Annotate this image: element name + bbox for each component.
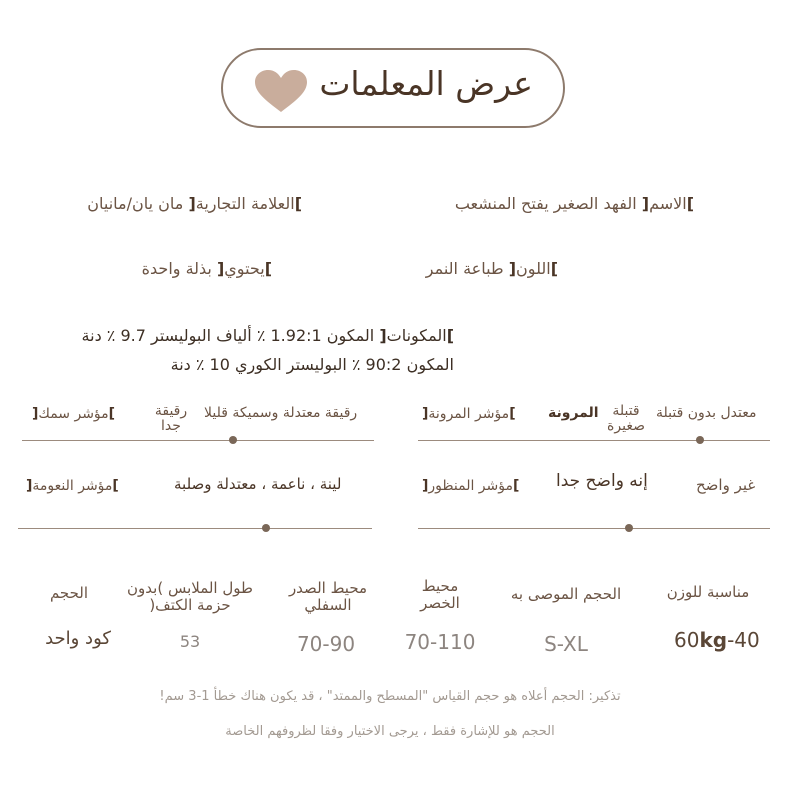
header-weight: مناسبة للوزن: [666, 583, 750, 601]
elasticity-option-moderate: معتدل بدون قتبلة: [656, 405, 757, 421]
softness-label: ]مؤشر النعومة[: [26, 478, 119, 494]
field-name: ]الاسم[ الفهد الصغير يفتح المنشعب: [454, 194, 694, 213]
field-contains-value: بذلة واحدة: [141, 259, 212, 278]
header-waist: محيط الخصر: [420, 577, 460, 612]
header-recommended-size: الحجم الموصى به: [510, 585, 622, 603]
value-waist: 70-110: [404, 630, 476, 654]
thickness-option-moderate: رقيقة معتدلة وسميكة قليلا: [204, 405, 358, 421]
elasticity-scale: [418, 440, 770, 441]
softness-option: لينة ، ناعمة ، معتدلة وصلبة: [174, 475, 342, 493]
field-name-value: الفهد الصغير يفتح المنشعب: [454, 194, 637, 213]
note-reminder: تذكير: الحجم أعلاه هو حجم القياس "المسطح والممتد" ، قد يكون هناك خطأ 1-3 سم!: [159, 689, 621, 704]
note-reference: الحجم هو للإشارة فقط ، يرجى الاختيار وفقا لظروفهم الخاصة: [225, 724, 555, 739]
ingredients-line-1: ]المكونات[ المكون 1.92:1 ٪ ألياف البوليستر 9.7 ٪ دنة: [81, 326, 454, 345]
field-brand-label: العلامة التجارية: [195, 194, 295, 213]
field-color: ]اللون[ طباعة النمر: [425, 259, 558, 278]
elasticity-option-small: قتبلة صغيرة: [607, 403, 645, 434]
field-color-label: اللون: [516, 259, 551, 278]
ingredients-label: المكونات: [386, 326, 447, 345]
visibility-option-very-clear: إنه واضح جدا: [556, 471, 648, 491]
header-length: طول الملابس )بدون حزمة الكتف(: [127, 579, 253, 614]
thickness-option-thin: رقيقة جدا: [154, 403, 188, 434]
value-recommended-size: S-XL: [544, 632, 588, 656]
page-title: عرض المعلمات: [319, 64, 533, 103]
ingredients-line-2: المكون 90:2 ٪ البوليستر الكوري 10 ٪ دنة: [170, 355, 454, 374]
header-chest: محيط الصدر السفلي: [288, 579, 368, 614]
field-color-value: طباعة النمر: [425, 259, 504, 278]
value-length: 53: [179, 632, 201, 651]
elasticity-option-elastic: المرونة: [548, 405, 599, 421]
value-size: كود واحد: [45, 628, 111, 649]
title-banner: [221, 48, 565, 128]
field-contains-label: يحتوي: [224, 259, 265, 278]
ingredients-value-1: المكون 1.92:1 ٪ ألياف البوليستر 9.7 ٪ دنة: [81, 326, 375, 345]
header-size: الحجم: [49, 584, 89, 602]
visibility-scale: [418, 528, 770, 529]
value-weight: 60kg-40: [674, 628, 760, 652]
visibility-marker: [625, 524, 633, 532]
visibility-label: ]مؤشر المنظور[: [422, 478, 520, 494]
field-contains: ]يحتوي[ بذلة واحدة: [141, 259, 272, 278]
value-chest: 70-90: [296, 632, 356, 656]
elasticity-label: ]مؤشر المرونة[: [422, 406, 516, 422]
thickness-label: ]مؤشر سمك[: [32, 406, 116, 422]
heart-icon: [255, 70, 307, 114]
field-name-label: الاسم: [649, 194, 687, 213]
field-brand: ]العلامة التجارية[ مان يان/مانيان: [87, 194, 302, 213]
softness-marker: [262, 524, 270, 532]
elasticity-marker: [696, 436, 704, 444]
visibility-option-unclear: غير واضح: [696, 476, 756, 494]
softness-scale: [18, 528, 372, 529]
thickness-marker: [229, 436, 237, 444]
field-brand-value: مان يان/مانيان: [87, 194, 184, 213]
thickness-scale: [22, 440, 374, 441]
